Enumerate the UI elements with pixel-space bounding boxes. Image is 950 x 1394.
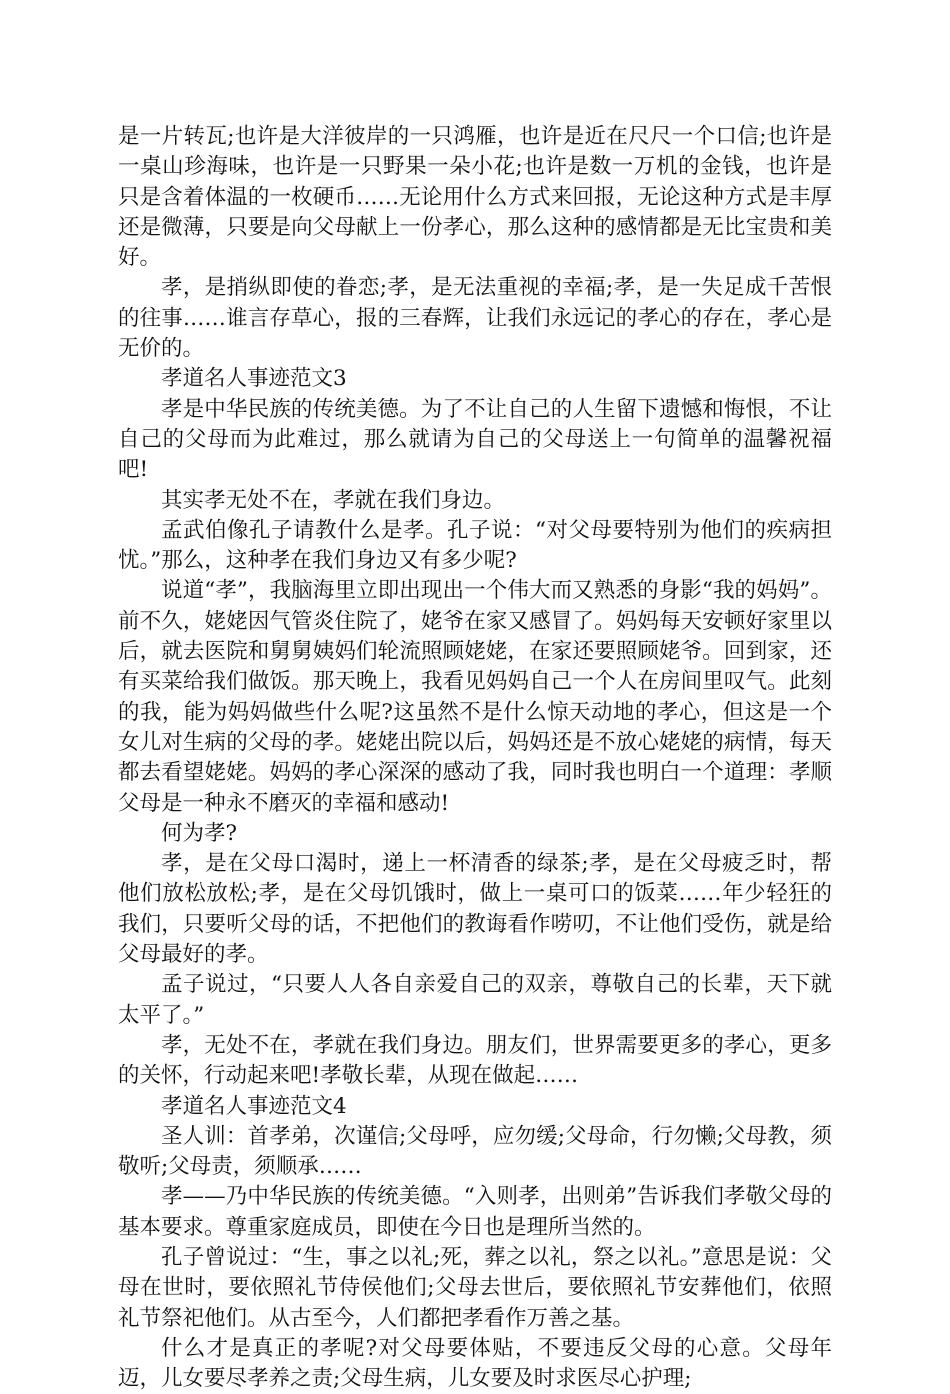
paragraph: 其实孝无处不在，孝就在我们身边。 (161, 487, 506, 513)
document-body (118, 122, 832, 1394)
paragraph: 孟武伯像孔子请教什么是孝。孔子说：“对父母要特别为他们的疾病担忧。”那么，这种孝在我们身边又有多少呢? (118, 517, 832, 574)
paragraph: 何为孝? (161, 820, 238, 846)
paragraph: 说道“孝”，我脑海里立即出现出一个伟大而又熟悉的身影“我的妈妈”。前不久，姥姥因气管炎住院了，姥爷在家又感冒了。妈妈每天安顿好家里以后，就去医院和舅舅姨妈们轮流照顾姥姥，在家还要照顾姥爷。回到家，还有买菜给我们做饭。那天晚上，我看见妈妈自己一个人在房间里叹气。此刻的我，能为妈妈做些什么呢?这虽然不是什么惊天动地的孝心，但这是一个女儿对生病的父母的孝。姥姥出院以后，妈妈还是不放心姥姥的病情，每天都去看望姥姥。妈妈的孝心深深的感动了我，同时我也明白一个道理：孝顺父母是一种永不磨灭的幸福和感动! (118, 578, 832, 816)
paragraph: 孔子曾说过：“生，事之以礼;死，葬之以礼，祭之以礼。”意思是说：父母在世时，要依照礼节侍侯他们;父母去世后，要依照礼节安葬他们，依照礼节祭祀他们。从古至今，人们都把孝看作万善之基。 (118, 1244, 832, 1331)
section-heading: 孝道名人事迹范文4 (161, 1093, 347, 1119)
paragraph-continued: 是一片转瓦;也许是大洋彼岸的一只鸿雁，也许是近在尺尺一个口信;也许是一桌山珍海味，也许是一只野果一朵小花;也许是数一万机的金钱，也许是只是含着体温的一枚硬币……无论用什么方式来回报，无论这种方式是丰厚还是微薄，只要是向父母献上一份孝心，那么这种的感情都是无比宝贵和美好。 (118, 124, 832, 271)
paragraph: 孝——乃中华民族的传统美德。“入则孝，出则弟”告诉我们孝敬父母的基本要求。尊重家庭成员，即使在今日也是理所当然的。 (118, 1184, 832, 1240)
section-heading: 孝道名人事迹范文3 (161, 366, 347, 392)
paragraph: 孟子说过，“只要人人各自亲爱自己的双亲，尊敬自己的长辈，天下就太平了。” (118, 972, 832, 1028)
paragraph: 孝，是捎纵即使的眷恋;孝，是无法重视的幸福;孝，是一失足成千苦恨的往事……谁言存草心，报的三春辉，让我们永远记的孝心的存在，孝心是无价的。 (118, 275, 832, 362)
paragraph: 孝是中华民族的传统美德。为了不让自己的人生留下遗憾和悔恨，不让自己的父母而为此难过，那么就请为自己的父母送上一句简单的温馨祝福吧! (118, 396, 832, 483)
paragraph: 孝，无处不在，孝就在我们身边。朋友们，世界需要更多的孝心，更多的关怀，行动起来吧!孝敬长辈，从现在做起…… (118, 1032, 832, 1089)
paragraph: 什么才是真正的孝呢?对父母要体贴，不要违反父母的心意。父母年迈，儿女要尽孝养之责;父母生病，儿女要及时求医尽心护理; (118, 1335, 832, 1392)
paragraph: 孝，是在父母口渴时，递上一杯清香的绿茶;孝，是在父母疲乏时，帮他们放松放松;孝，是在父母饥饿时，做上一桌可口的饭菜……年少轻狂的我们，只要听父母的话，不把他们的教诲看作唠叨，不让他们受伤，就是给父母最好的孝。 (118, 851, 832, 968)
paragraph: 圣人训：首孝弟，次谨信;父母呼，应勿缓;父母命，行勿懒;父母教，须敬听;父母责，须顺承…… (118, 1123, 832, 1180)
